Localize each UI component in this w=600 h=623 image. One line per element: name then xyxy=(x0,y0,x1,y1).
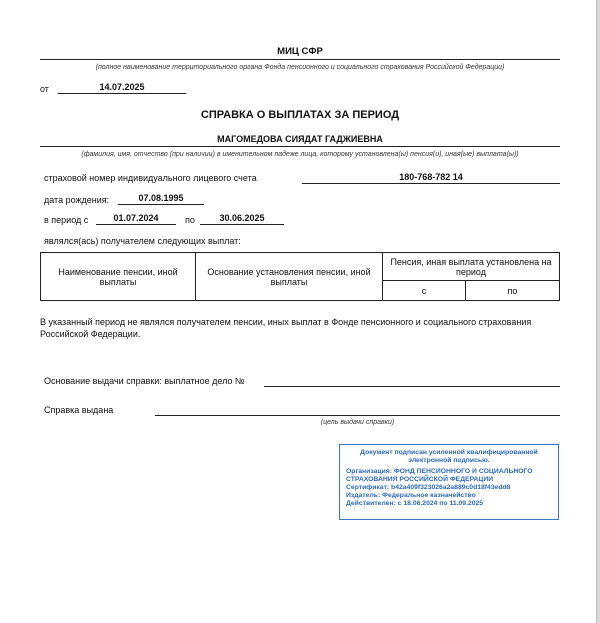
period-to-value: 30.06.2025 xyxy=(219,213,265,223)
date-prefix: от xyxy=(40,84,49,94)
period-from-value: 01.07.2024 xyxy=(113,213,159,223)
issue-date: 14.07.2025 xyxy=(99,82,145,92)
organization-caption: (полное наименование территориального органа Фонда пенсионного и социального страхования Российской Федерации) xyxy=(95,64,505,71)
payments-table xyxy=(40,252,560,301)
birth-value: 07.08.1995 xyxy=(138,193,184,203)
stamp-issuer: Издатель: Федеральное казначейство xyxy=(346,492,476,499)
document-title: СПРАВКА О ВЫПЛАТАХ ЗА ПЕРИОД xyxy=(200,109,400,121)
person-name: МАГОМЕДОВА СИЯДАТ ГАДЖИЕВНА xyxy=(217,134,383,144)
stamp-validity: Действителен: с 18.06.2024 по 11.09.2025 xyxy=(346,500,484,507)
basis-underline xyxy=(264,386,560,387)
person-caption: (фамилия, имя, отчество (при наличии) в именительном падеже лица, которому установлена(ы) пенсия(и), иная(ые) выплата(ы)) xyxy=(81,151,519,158)
issued-underline xyxy=(155,415,560,416)
snils-underline xyxy=(302,183,560,184)
period-from-underline xyxy=(96,224,176,225)
date-underline xyxy=(58,93,186,94)
column-header-name: Наименование пенсии, иной выплаты xyxy=(41,253,196,301)
column-header-period: Пенсия, иная выплата установлена на период xyxy=(383,253,560,281)
basis-label: Основание выдачи справки: выплатное дело № xyxy=(44,376,245,386)
column-header-from: с xyxy=(383,281,466,301)
column-header-to: по xyxy=(466,281,560,301)
stamp-organization: Организация: ФОНД ПЕНСИОННОГО И СОЦИАЛЬНОГО СТРАХОВАНИЯ РОССИЙСКОЙ ФЕДЕРАЦИИ xyxy=(346,468,533,483)
snils-value: 180-768-782 14 xyxy=(399,172,463,182)
birth-label: дата рождения: xyxy=(44,195,110,205)
organization-underline xyxy=(40,59,560,60)
period-to-underline xyxy=(200,224,284,225)
statement-text: В указанный период не являлся получателем пенсии, иных выплат в Фонде пенсионного и социального страхования Российской Федерации. xyxy=(40,317,532,339)
column-header-basis: Основание установления пенсии, иной выплаты xyxy=(196,253,383,301)
purpose-caption: (цель выдачи справки) xyxy=(320,419,395,426)
e-signature-stamp xyxy=(339,444,559,520)
issued-label: Справка выдана xyxy=(44,405,114,415)
birth-underline xyxy=(118,204,204,205)
person-underline xyxy=(40,146,560,147)
recipient-label: являлся(ась) получателем следующих выплат: xyxy=(44,236,241,246)
snils-label: страховой номер индивидуального лицевого счета xyxy=(44,173,257,183)
stamp-header: Документ подписан усиленной квалифицированной электронной подписью. xyxy=(360,449,538,464)
stamp-certificate: Сертификат: b42a409f323026a2a889c0d18f43edd8 xyxy=(346,484,511,491)
organization-name: МИЦ СФР xyxy=(277,46,323,57)
period-from-label: в период с xyxy=(44,215,89,225)
period-to-label: по xyxy=(185,215,195,225)
